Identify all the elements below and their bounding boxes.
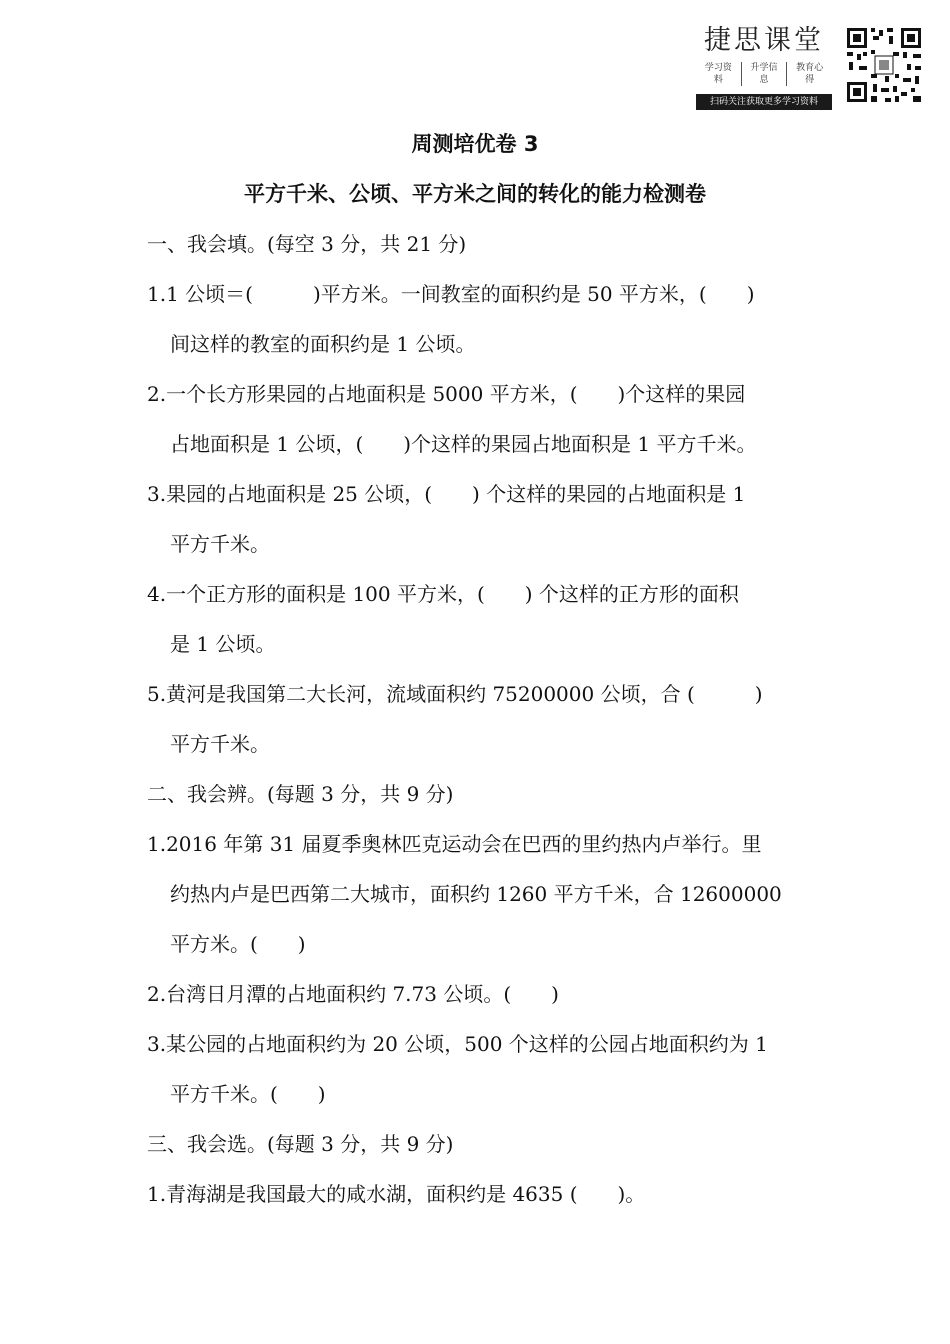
question-line: 3.某公园的占地面积约为 20 公顷，500 个这样的公园占地面积约为 1 [147, 1032, 768, 1056]
question-line: 是 1 公顷。 [170, 632, 276, 656]
brand-tag: 学习资料 [696, 62, 742, 86]
question-line: 平方千米。 [170, 532, 270, 556]
brand-tag: 教育心得 [796, 63, 824, 85]
question-line: 1.1 公顷＝( )平方米。一间教室的面积约是 50 平方米，( ) [147, 282, 755, 306]
question-line: 平方千米。( ) [170, 1082, 326, 1106]
section-heading: 二、我会辨。(每题 3 分，共 9 分) [147, 782, 454, 806]
section-heading: 三、我会选。(每题 3 分，共 9 分) [147, 1132, 454, 1156]
page-title: 周测培优卷 3 [411, 132, 539, 156]
question-line: 平方米。( ) [170, 932, 306, 956]
qr-code-icon [845, 26, 923, 104]
brand-name: 捷思课堂 [704, 25, 824, 56]
question-line: 2.一个长方形果园的占地面积是 5000 平方米，( )个这样的果园 [147, 382, 746, 406]
question-line: 4.一个正方形的面积是 100 平方米，( ) 个这样的正方形的面积 [147, 582, 739, 606]
brand-tag: 升学信息 [742, 62, 788, 86]
page-subtitle: 平方千米、公顷、平方米之间的转化的能力检测卷 [244, 182, 706, 206]
question-line: 1.青海湖是我国最大的咸水湖，面积约是 4635 ( )。 [147, 1182, 646, 1206]
question-line: 约热内卢是巴西第二大城市，面积约 1260 平方千米，合 12600000 [170, 882, 782, 906]
brand-tags [696, 62, 832, 86]
question-line: 3.果园的占地面积是 25 公顷，( ) 个这样的果园的占地面积是 1 [147, 482, 746, 506]
question-line: 2.台湾日月潭的占地面积约 7.73 公顷。( ) [147, 982, 559, 1006]
question-line: 5.黄河是我国第二大长河，流域面积约 75200000 公顷，合 ( ) [147, 682, 763, 706]
brand-banner: 扫码关注获取更多学习资料 [696, 94, 832, 110]
question-line: 占地面积是 1 公顷，( )个这样的果园占地面积是 1 平方千米。 [170, 432, 757, 456]
question-line: 1.2016 年第 31 届夏季奥林匹克运动会在巴西的里约热内卢举行。里 [147, 832, 762, 856]
brand-block [696, 24, 832, 110]
section-heading: 一、我会填。(每空 3 分，共 21 分) [147, 232, 467, 256]
question-line: 平方千米。 [170, 732, 270, 756]
question-line: 间这样的教室的面积约是 1 公顷。 [170, 332, 476, 356]
